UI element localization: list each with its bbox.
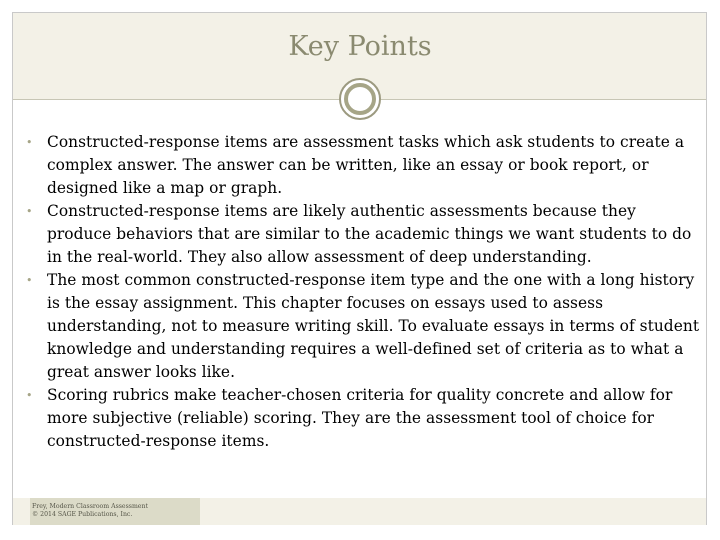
bullet-dot-icon: •	[26, 274, 33, 287]
bullet-dot-icon: •	[26, 136, 33, 149]
bullet-list	[24, 131, 704, 453]
footer-line-2: © 2014 SAGE Publications, Inc.	[32, 511, 133, 518]
bullet-item	[24, 200, 704, 269]
footer-citation	[32, 503, 148, 519]
bullet-item	[24, 131, 704, 200]
bullet-dot-icon: •	[26, 389, 33, 402]
bullet-item	[24, 384, 704, 453]
bullet-text: Scoring rubrics make teacher-chosen criteria for quality concrete and allow for more subjective (reliable) scoring. They are the assessment tool of choice for constructed-response items.	[47, 386, 673, 450]
slide-title: Key Points	[288, 31, 432, 62]
bullet-text: Constructed-response items are assessment tasks which ask students to create a complex answer. The answer can be written, like an essay or book report, or designed like a map or graph.	[47, 133, 685, 197]
bullet-text: The most common constructed-response item type and the one with a long history is the essay assignment. This chapter focuses on essays used to assess understanding, not to measure writing skill. To evaluate essays in terms of student knowledge and understanding requires a well-defined set of criteria as to what a great answer looks like.	[47, 271, 700, 381]
circle-ornament-icon	[339, 78, 381, 120]
footer-line-1: Frey, Modern Classroom Assessment	[32, 503, 148, 510]
bullet-item	[24, 269, 704, 384]
bullet-dot-icon: •	[26, 205, 33, 218]
bullet-text: Constructed-response items are likely authentic assessments because they produce behaviors that are similar to the academic things we want students to do in the real-world. They also allow assessment of deep understanding.	[47, 202, 692, 266]
